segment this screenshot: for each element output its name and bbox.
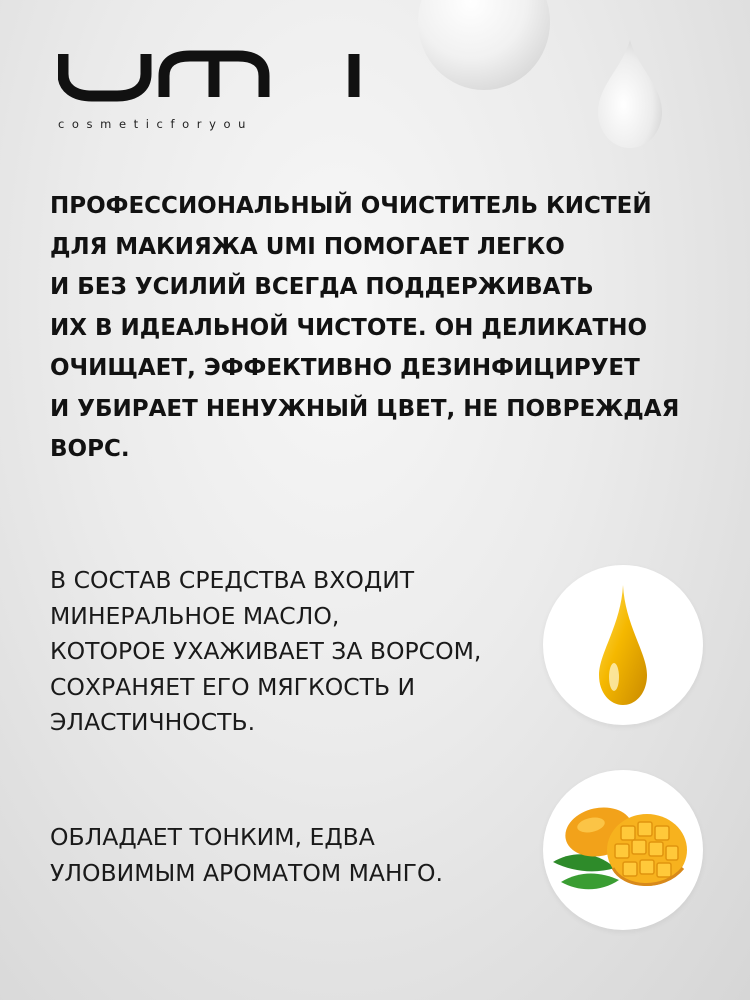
- feature-line: В СОСТАВ СРЕДСТВА ВХОДИТ: [50, 566, 415, 594]
- feature-line: ОБЛАДАЕТ ТОНКИМ, ЕДВА: [50, 823, 375, 851]
- large-droplet-icon: [418, 0, 550, 90]
- feature-line: СОХРАНЯЕТ ЕГО МЯГКОСТЬ И: [50, 672, 416, 701]
- mango-icon: [543, 770, 703, 930]
- small-droplet-icon: [598, 40, 662, 148]
- description-line: ДЛЯ МАКИЯЖА UMI ПОМОГАЕТ ЛЕГКО: [50, 233, 565, 260]
- feature-line: МИНЕРАЛЬНОЕ МАСЛО,: [50, 601, 340, 630]
- product-description: [50, 186, 730, 470]
- description-line: ОЧИЩАЕТ, ЭФФЕКТИВНО ДЕЗИНФИЦИРУЕТ: [50, 355, 640, 381]
- description-line: И УБИРАЕТ НЕНУЖНЫЙ ЦВЕТ, НЕ ПОВРЕЖДАЯ: [50, 395, 680, 422]
- oil-drop-badge: [543, 565, 703, 725]
- description-line: ИХ В ИДЕАЛЬНОЙ ЧИСТОТЕ. ОН ДЕЛИКАТНО: [50, 314, 648, 341]
- brand-logo: [58, 50, 368, 135]
- feature-line: УЛОВИМЫМ АРОМАТОМ МАНГО.: [50, 858, 443, 887]
- feature-text: [50, 820, 540, 891]
- description-line: И БЕЗ УСИЛИЙ ВСЕГДА ПОДДЕРЖИВАТЬ: [50, 274, 594, 300]
- umi-logo-mark: [58, 50, 363, 102]
- oil-drop-icon: [543, 565, 703, 725]
- description-line: ПРОФЕССИОНАЛЬНЫЙ ОЧИСТИТЕЛЬ КИСТЕЙ: [50, 193, 652, 219]
- feature-line: КОТОРОЕ УХАЖИВАЕТ ЗА ВОРСОМ,: [50, 637, 482, 665]
- feature-line: ЭЛАСТИЧНОСТЬ.: [50, 708, 256, 736]
- brand-tagline: cosmeticforyou: [58, 117, 253, 131]
- feature-text: [50, 563, 540, 741]
- description-line: ВОРС.: [50, 436, 130, 462]
- mango-badge: [543, 770, 703, 930]
